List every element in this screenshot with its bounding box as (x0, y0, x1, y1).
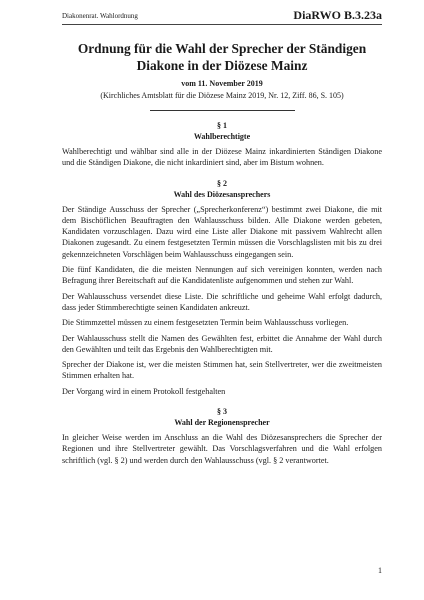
section-title: Wahl des Diözesansprechers (173, 189, 271, 199)
section-paragraph: Sprecher der Diakone ist, wer die meisten Stimmen hat, sein Stellvertreter, wer die zweitmeisten Stimmen erhalten hat. (62, 360, 382, 381)
title-separator (150, 110, 295, 111)
source-citation: (Kirchliches Amtsblatt für die Diözese Mainz 2019, Nr. 12, Ziff. 86, S. 105) (100, 91, 344, 100)
section-title: Wahl der Regionensprecher (174, 418, 270, 428)
section-paragraph: Der Vorgang wird in einem Protokoll festgehalten (62, 386, 226, 396)
section-2 (62, 178, 382, 397)
section-number: § 1 (217, 121, 227, 130)
section-3 (62, 406, 382, 466)
issue-date: vom 11. November 2019 (181, 79, 263, 88)
title-line-1: Ordnung für die Wahl der Sprecher der Ständigen (77, 41, 367, 56)
section-paragraph: Die Stimmzettel müssen zu einem festgesetzten Termin beim Wahlausschuss vorliegen. (62, 318, 349, 328)
page-number: 1 (378, 566, 382, 575)
section-title: Wahlberechtigte (193, 132, 251, 141)
section-paragraph: Der Ständige Ausschuss der Sprecher („Sprecherkonferenz“) bestimmt zwei Diakone, die mit dem Bischöflichen Beauftragten den Wahlausschuss bilden. Alle Diakone werden gebeten, Kandidaten vorzuschlagen. Dazu wird eine Liste aller Diakone mit passivem Wahlrecht allen Diakonen zugesandt. Zu einem festgesetzten Termin müssen die Vorschlagslisten mit bis zu drei gekennzeichneten Vorschlägen beim Wahlausschuss eingegangen sein. (62, 204, 382, 259)
section-number: § 2 (217, 178, 227, 188)
section-1 (62, 120, 382, 169)
running-header-title: Diakonenrat. Wahlordnung (62, 12, 138, 20)
header-rule (62, 24, 382, 25)
section-paragraph: In gleicher Weise werden im Anschluss an die Wahl des Diözesansprechers die Sprecher der Regionen und ihre Stellvertreter gewählt. Das Vorschlagsverfahren und die Wahl erfolgen schriftlich (vgl. § 2) und werden durch den Wahlausschuss (vgl. § 2 verantwortet. (62, 433, 382, 465)
document-code: DiaRWO B.3.23a (293, 8, 382, 22)
section-paragraph: Der Wahlausschuss stellt die Namen des Gewählten fest, erbittet die Annahme der Wahl durch den Gewählten und teilt das Ergebnis den Wahlberechtigten mit. (62, 333, 382, 354)
document-body (62, 40, 382, 470)
section-paragraph: Die fünf Kandidaten, die die meisten Nennungen auf sich vereinigen konnten, werden nach Befragung ihrer Bereitschaft auf die Kandidatenliste aufgenommen und stehen zur Wahl. (62, 265, 382, 286)
document-title (62, 40, 382, 74)
section-number: § 3 (217, 407, 227, 417)
section-paragraph: Wahlberechtigt und wählbar sind alle in der Diözese Mainz inkardinierten Ständigen Diakone und die Ständigen Diakone, die nicht inkardiniert sind, aber im Bistum wohnen. (62, 147, 382, 168)
title-line-2: Diakone in der Diözese Mainz (136, 58, 308, 73)
section-paragraph: Der Wahlausschuss versendet diese Liste. Die schriftliche und geheime Wahl erfolgt dadurch, dass jeder Stimmberechtigte seinen Kandidaten ankreuzt. (62, 291, 382, 312)
